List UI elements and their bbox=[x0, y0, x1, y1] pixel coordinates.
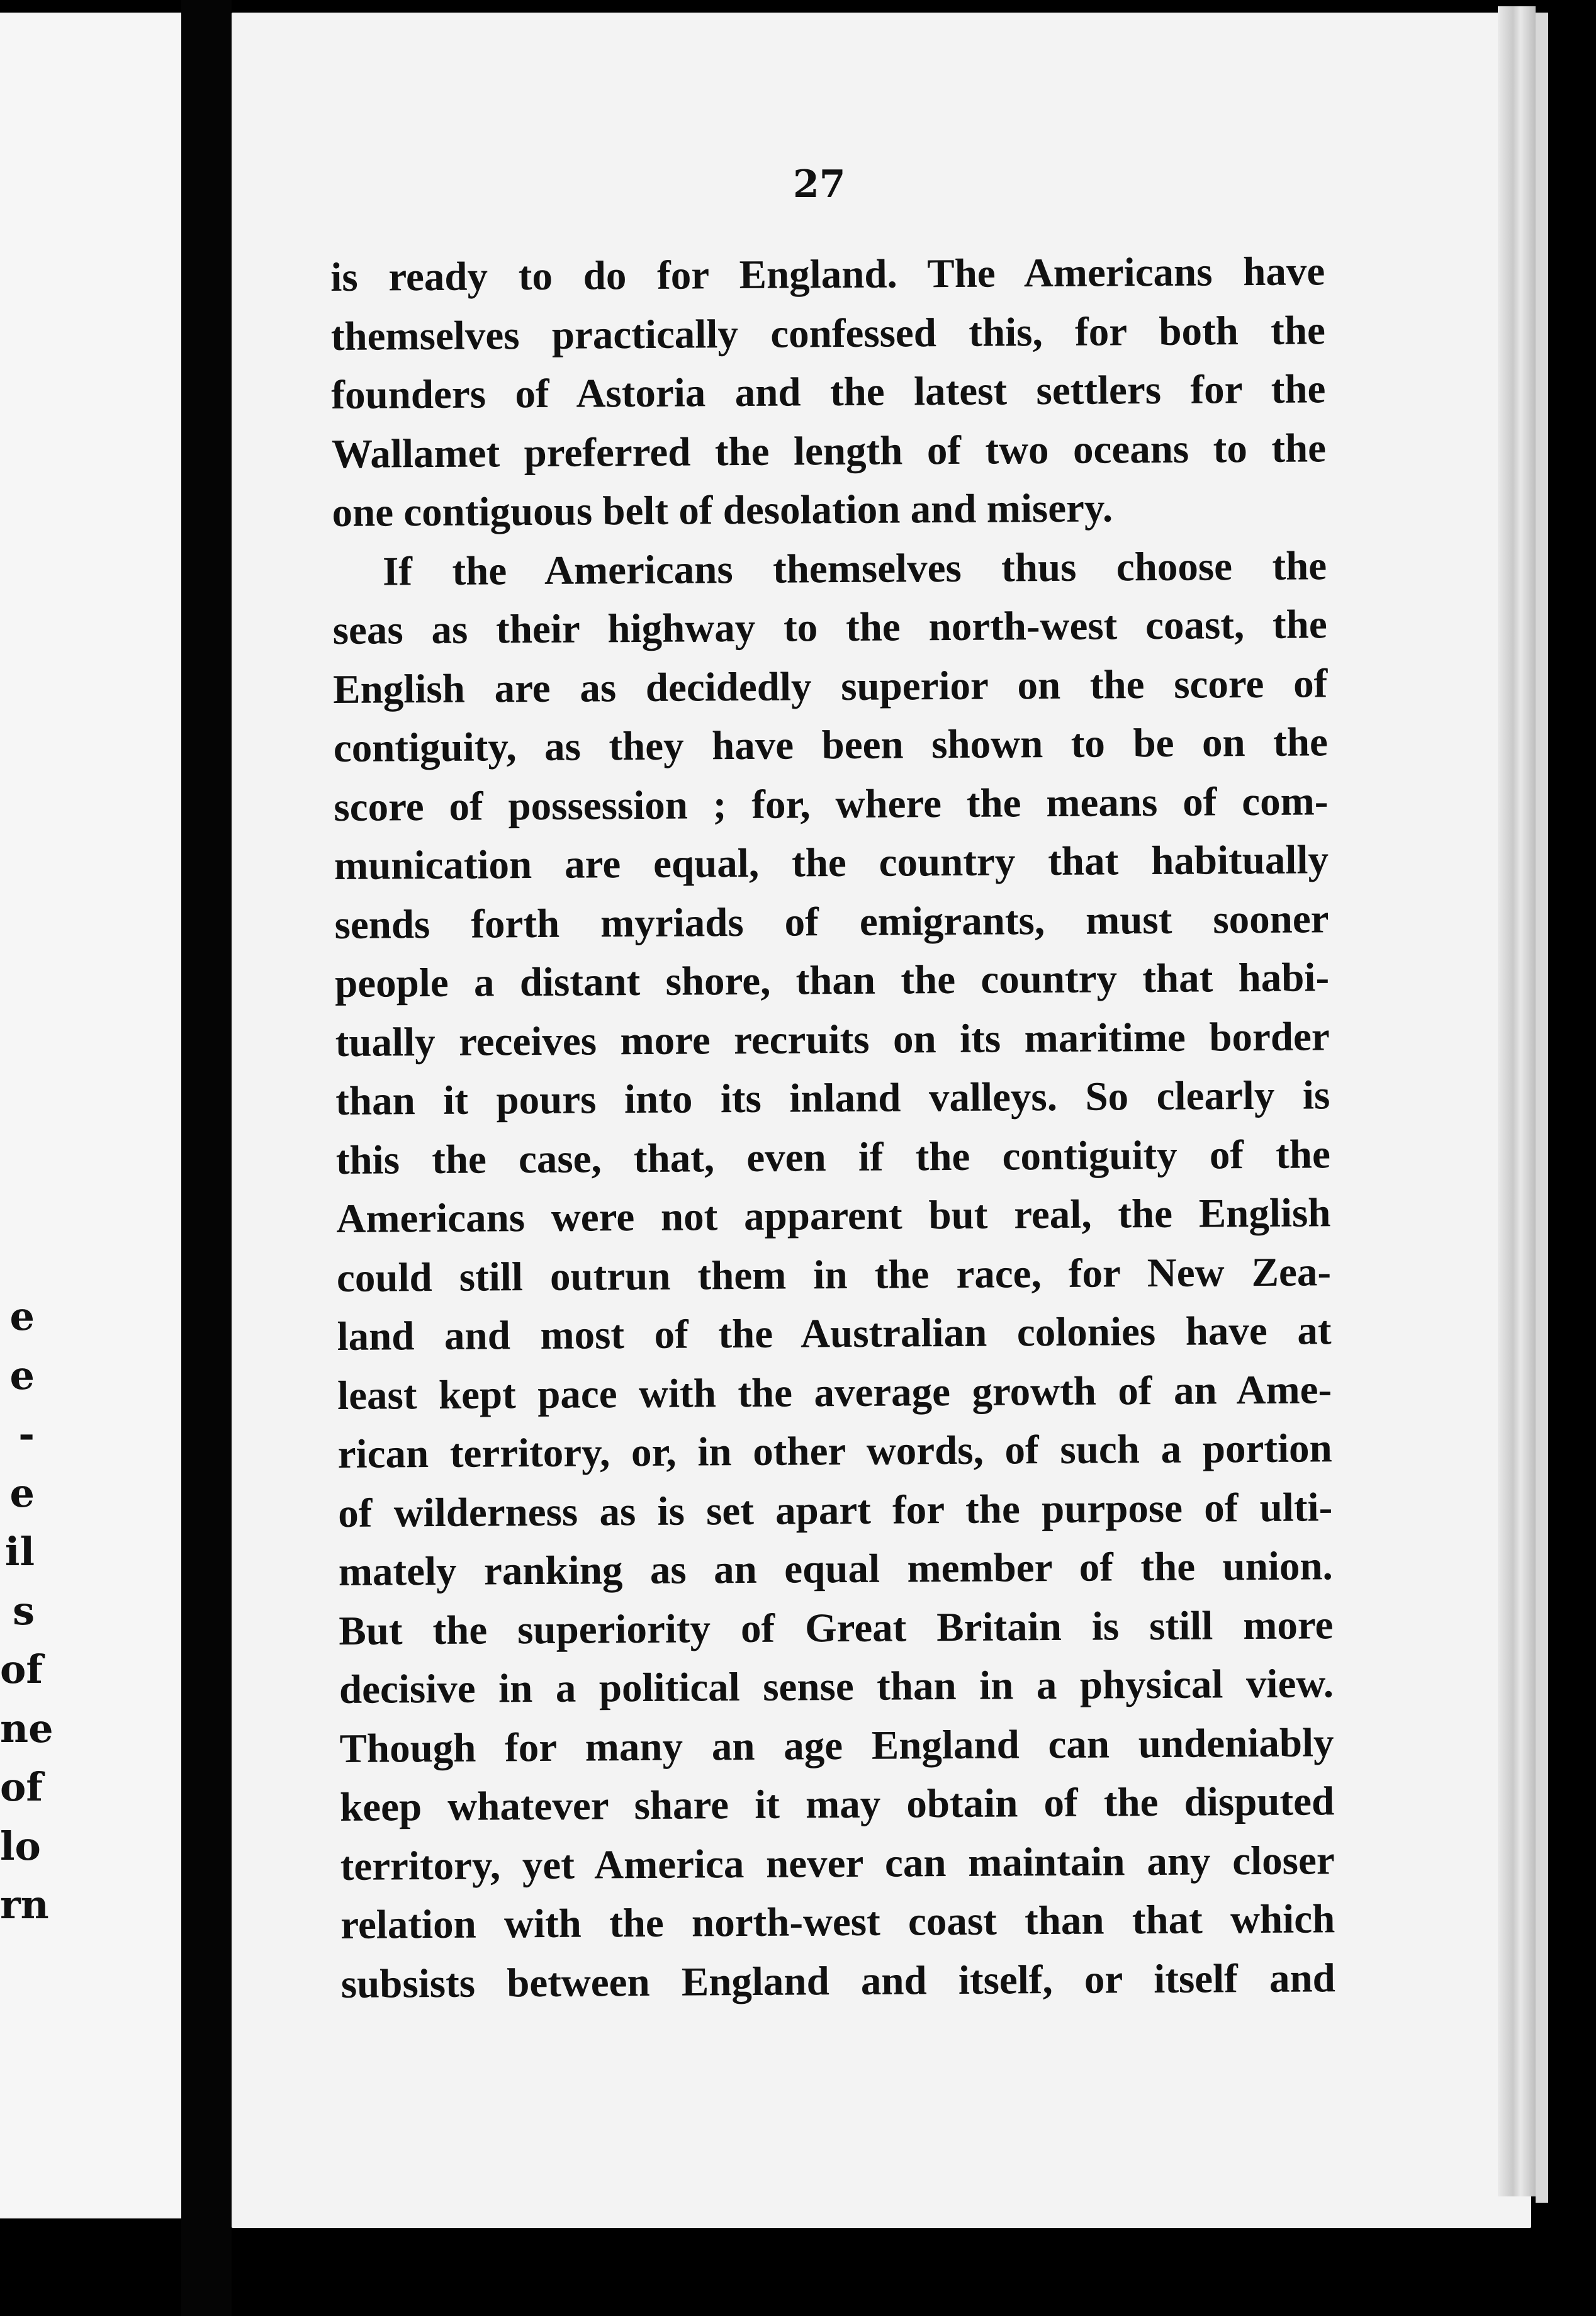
page-stack-edge-shadow bbox=[1536, 13, 1548, 2203]
text-line: people a distant shore, than the country that habi- bbox=[334, 955, 1330, 1006]
text-line: decisive in a political sense than in a physical view. bbox=[339, 1661, 1334, 1712]
fragment: of bbox=[0, 1764, 43, 1810]
book-gutter bbox=[181, 0, 232, 2316]
previous-page-text-fragments bbox=[0, 1287, 53, 1935]
text-line: relation with the north-west coast than that which bbox=[340, 1896, 1335, 1948]
text-line: of wilderness as is set apart for the purpose of ulti- bbox=[338, 1484, 1333, 1536]
text-line: But the superiority of Great Britain is still more bbox=[339, 1602, 1334, 1654]
text-line: land and most of the Australian colonies have at bbox=[337, 1308, 1332, 1359]
text-line: score of possession ; for, where the means of com- bbox=[334, 778, 1329, 830]
fragment: of bbox=[0, 1646, 43, 1692]
text-line: is ready to do for England. The Americans have bbox=[330, 249, 1325, 300]
text-line: keep whatever share it may obtain of the disputed bbox=[339, 1779, 1335, 1830]
page-stack-edge bbox=[1498, 6, 1536, 2196]
text-line: than it pours into its inland valleys. So clearly is bbox=[335, 1072, 1330, 1124]
fragment: - bbox=[18, 1411, 35, 1457]
text-line: sends forth myriads of emigrants, must sooner bbox=[334, 896, 1329, 948]
text-line: least kept pace with the average growth of an Ame- bbox=[337, 1366, 1332, 1419]
text-line: founders of Astoria and the latest settlers for the bbox=[331, 366, 1326, 418]
text-line: English are as decidedly superior on the score of bbox=[333, 660, 1328, 712]
text-line: Though for many an age England can undeniably bbox=[339, 1719, 1334, 1772]
paragraph-start-line: If the Americans themselves thus choose the bbox=[382, 542, 1327, 595]
page-number: 27 bbox=[793, 162, 846, 206]
fragment: lo bbox=[0, 1823, 41, 1869]
text-line: mately ranking as an equal member of the union. bbox=[338, 1543, 1334, 1595]
text-line: munication are equal, the country that habitually bbox=[334, 837, 1329, 889]
text-line: subsists between England and itself, or itself and bbox=[340, 1955, 1336, 2007]
fragment: ne bbox=[0, 1705, 53, 1751]
text-line: territory, yet America never can maintain any closer bbox=[340, 1837, 1335, 1889]
fragment: rn bbox=[0, 1882, 49, 1928]
text-line: tually receives more recruits on its maritime border bbox=[335, 1013, 1330, 1065]
body-text bbox=[330, 242, 1335, 2014]
text-line: contiguity, as they have been shown to be on the bbox=[333, 719, 1329, 771]
text-line: could still outrun them in the race, for New Zea- bbox=[336, 1249, 1332, 1301]
text-line: seas as their highway to the north-west coast, the bbox=[332, 602, 1327, 653]
text-line: one contiguous belt of desolation and misery. bbox=[332, 485, 1113, 536]
fragment: e bbox=[9, 1293, 35, 1339]
fragment: il bbox=[4, 1529, 35, 1575]
fragment: e bbox=[9, 1352, 35, 1398]
text-line: Wallamet preferred the length of two oceans to the bbox=[331, 425, 1327, 477]
fragment: s bbox=[13, 1587, 35, 1634]
fragment: e bbox=[9, 1470, 35, 1516]
text-line: Americans were not apparent but real, the English bbox=[336, 1190, 1331, 1242]
text-line: themselves practically confessed this, for both the bbox=[330, 307, 1326, 359]
text-line: this the case, that, even if the contiguity of the bbox=[335, 1131, 1331, 1183]
previous-page-edge bbox=[0, 13, 183, 2218]
text-line: rican territory, or, in other words, of such a portion bbox=[337, 1425, 1332, 1477]
